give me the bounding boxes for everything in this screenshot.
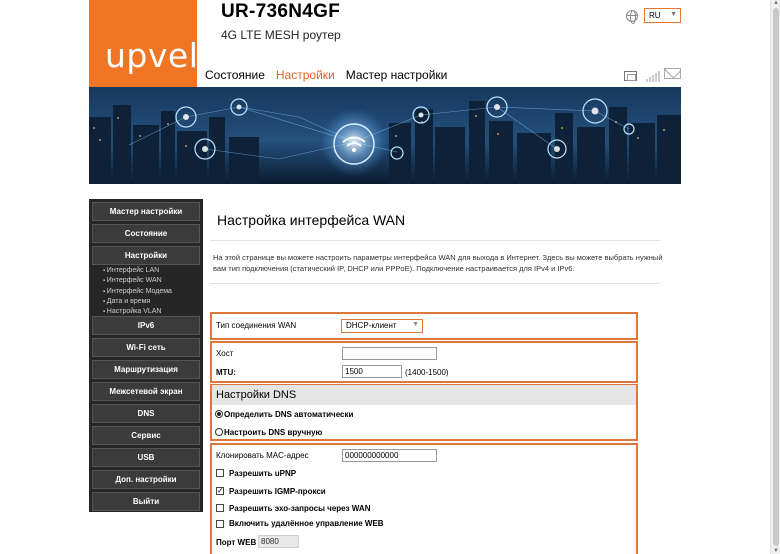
- sidebar-item-routing[interactable]: Маршрутизация: [92, 360, 200, 379]
- nav-status[interactable]: Состояние: [205, 68, 265, 82]
- sidebar-item-advanced[interactable]: Доп. настройки: [92, 470, 200, 489]
- sidebar-item-settings[interactable]: Настройки: [92, 246, 200, 265]
- title-divider: [210, 240, 660, 241]
- mtu-range-hint: (1400-1500): [405, 368, 449, 377]
- upnp-label: Разрешить uPNP: [229, 469, 297, 478]
- connection-type-select[interactable]: [341, 319, 423, 333]
- mail-icon[interactable]: [664, 68, 681, 79]
- submenu-item-wan[interactable]: ▪ Интерфейс WAN: [103, 276, 172, 286]
- clone-mac-label: Клонировать MAC-адрес: [216, 451, 309, 460]
- settings-submenu: [103, 266, 172, 317]
- remote-web-label: Включить удалённое управление WEB: [229, 519, 384, 528]
- submenu-item-lan[interactable]: ▪ Интерфейс LAN: [103, 266, 172, 276]
- mtu-input[interactable]: 1500: [342, 365, 402, 378]
- sidebar-item-setup-wizard[interactable]: Мастер настройки: [92, 202, 200, 221]
- sidebar-item-service[interactable]: Сервис: [92, 426, 200, 445]
- globe-icon: [626, 10, 638, 22]
- nav-settings[interactable]: Настройки: [275, 68, 335, 82]
- sidebar-item-usb[interactable]: USB: [92, 448, 200, 467]
- dns-manual-radio[interactable]: [215, 428, 223, 436]
- mtu-label: MTU:: [216, 368, 236, 377]
- upnp-checkbox[interactable]: [216, 469, 224, 477]
- scroll-up-icon[interactable]: ▲: [773, 0, 779, 6]
- connection-type-label: Тип соединения WAN: [216, 321, 297, 330]
- device-subtitle: 4G LTE MESH роутер: [221, 28, 341, 42]
- dns-auto-radio[interactable]: [215, 410, 223, 418]
- web-port-label: Порт WEB: [216, 538, 257, 547]
- sidebar-item-ipv6[interactable]: IPv6: [92, 316, 200, 335]
- igmp-checkbox[interactable]: ✓: [217, 486, 224, 495]
- description-divider: [210, 283, 660, 284]
- sidebar-item-dns[interactable]: DNS: [92, 404, 200, 423]
- sidebar-item-status[interactable]: Состояние: [92, 224, 200, 243]
- sidebar-item-wifi[interactable]: Wi-Fi сеть: [92, 338, 200, 357]
- logo[interactable]: [89, 0, 197, 87]
- dns-section-header: Настройки DNS: [212, 385, 636, 405]
- scroll-down-icon[interactable]: ▼: [773, 548, 779, 554]
- submenu-item-modem[interactable]: ▪ Интерфейс Модема: [103, 287, 172, 297]
- signal-icon: [646, 70, 660, 82]
- page-scrollbar[interactable]: [770, 0, 780, 554]
- dns-manual-label: Настроить DNS вручную: [224, 428, 323, 437]
- scrollbar-thumb[interactable]: [773, 8, 779, 546]
- sidebar-item-logout[interactable]: Выйти: [92, 492, 200, 511]
- web-port-input[interactable]: 8080: [258, 535, 299, 548]
- nav-setup-wizard[interactable]: Мастер настройки: [345, 68, 448, 82]
- remote-web-checkbox[interactable]: [216, 520, 224, 528]
- language-value: RU: [649, 11, 661, 20]
- device-model: UR-736N4GF: [221, 1, 341, 22]
- connection-type-value: DHCP-клиент: [346, 321, 397, 330]
- top-nav: [205, 68, 447, 82]
- echo-label: Разрешить эхо-запросы через WAN: [229, 504, 371, 513]
- page-description: На этой странице вы можете настроить параметры интерфейса WAN для выхода в Интернет. Здесь вы можете выбрать нужный вам тип подключения (статический IP, DHCP или PPPoE). Подключение настраивается для IPv4 и IPv6.: [213, 253, 663, 273]
- submenu-item-vlan[interactable]: ▪ Настройка VLAN: [103, 307, 172, 317]
- logo-text: upvel: [105, 36, 199, 75]
- page-title: Настройка интерфейса WAN: [217, 212, 406, 228]
- echo-checkbox[interactable]: [216, 504, 224, 512]
- language-select[interactable]: [644, 8, 681, 23]
- window-icon[interactable]: [624, 71, 637, 81]
- dns-auto-label: Определить DNS автоматически: [224, 410, 354, 419]
- chevron-down-icon: ▼: [670, 11, 677, 18]
- sidebar-item-firewall[interactable]: Межсетевой экран: [92, 382, 200, 401]
- igmp-label: Разрешить IGMP-прокси: [229, 487, 326, 496]
- host-label: Хост: [216, 349, 234, 358]
- clone-mac-input[interactable]: 000000000000: [342, 449, 437, 462]
- header-banner: [89, 87, 681, 184]
- host-input[interactable]: [342, 347, 437, 360]
- chevron-down-icon: ▼: [412, 321, 419, 328]
- submenu-item-datetime[interactable]: ▪ Дата и время: [103, 297, 172, 307]
